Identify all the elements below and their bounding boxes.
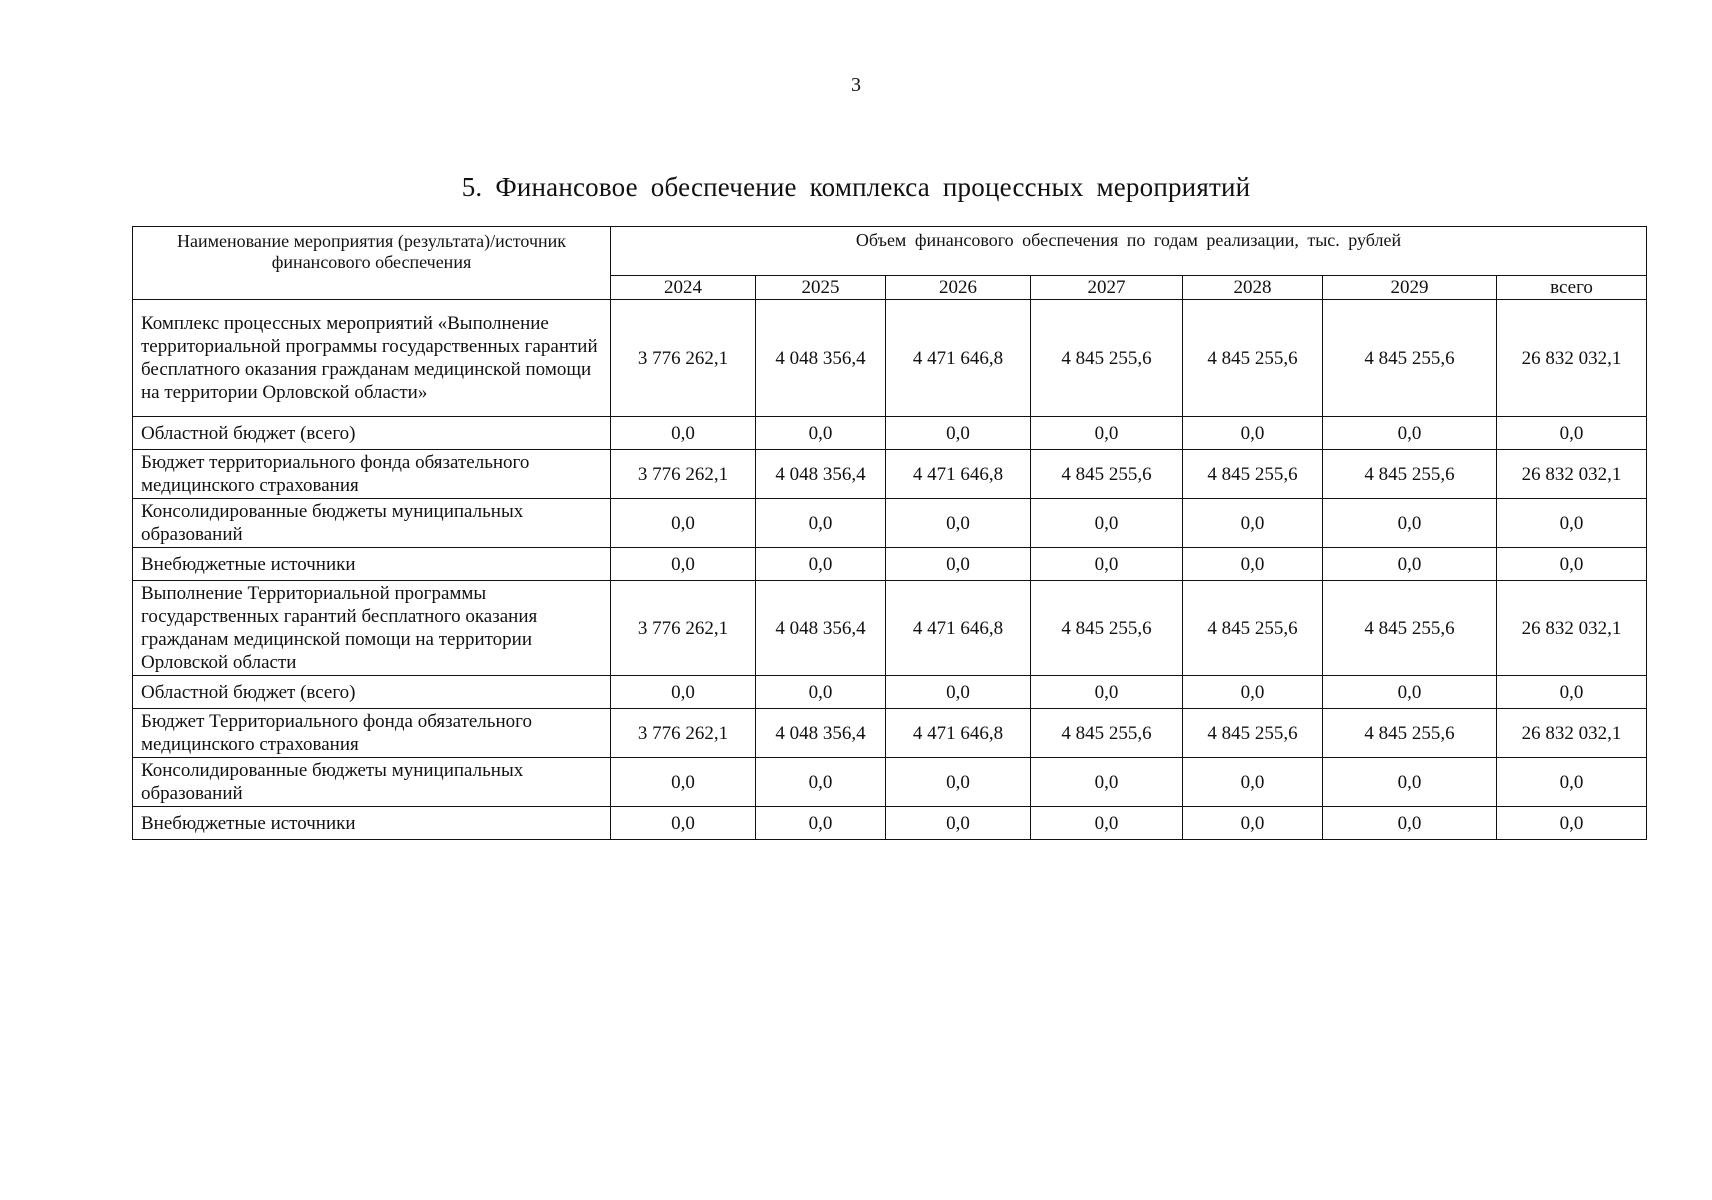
header-year-2024: 2024 — [611, 276, 756, 300]
value-cell: 4 845 255,6 — [1183, 450, 1323, 499]
value-cell: 0,0 — [886, 807, 1031, 840]
header-volume: Объем финансового обеспечения по годам реализации, тыс. рублей — [611, 227, 1647, 276]
table-row — [133, 676, 1647, 709]
value-cell: 4 845 255,6 — [1031, 581, 1183, 676]
table-row — [133, 548, 1647, 581]
value-cell: 3 776 262,1 — [611, 709, 756, 758]
row-name: Внебюджетные источники — [133, 807, 611, 840]
value-cell: 0,0 — [1497, 676, 1647, 709]
table-row — [133, 300, 1647, 417]
value-cell: 0,0 — [611, 499, 756, 548]
value-cell: 0,0 — [886, 758, 1031, 807]
value-cell: 0,0 — [756, 499, 886, 548]
value-cell: 0,0 — [1323, 676, 1497, 709]
value-cell: 0,0 — [886, 548, 1031, 581]
value-cell: 0,0 — [611, 807, 756, 840]
financing-table — [132, 226, 1647, 840]
value-cell: 4 048 356,4 — [756, 300, 886, 417]
header-year-2027: 2027 — [1031, 276, 1183, 300]
value-cell: 0,0 — [1497, 499, 1647, 548]
value-cell: 4 471 646,8 — [886, 709, 1031, 758]
page-number: 3 — [851, 74, 861, 96]
value-cell: 4 845 255,6 — [1183, 300, 1323, 417]
value-cell: 0,0 — [1323, 548, 1497, 581]
row-name: Областной бюджет (всего) — [133, 417, 611, 450]
table-row — [133, 450, 1647, 499]
value-cell: 4 845 255,6 — [1183, 581, 1323, 676]
value-cell: 0,0 — [1183, 548, 1323, 581]
header-year-2025: 2025 — [756, 276, 886, 300]
value-cell: 3 776 262,1 — [611, 450, 756, 499]
value-cell: 0,0 — [1183, 807, 1323, 840]
table-row — [133, 581, 1647, 676]
value-cell: 4 048 356,4 — [756, 709, 886, 758]
value-cell: 0,0 — [1031, 676, 1183, 709]
header-year-2026: 2026 — [886, 276, 1031, 300]
header-total: всего — [1497, 276, 1647, 300]
value-cell: 0,0 — [611, 676, 756, 709]
value-cell: 0,0 — [886, 499, 1031, 548]
row-name: Комплекс процессных мероприятий «Выполнение территориальной программы государственных гарантий бесплатного оказания гражданам медицинской помощи на территории Орловской области» — [133, 300, 611, 417]
value-cell: 4 845 255,6 — [1323, 450, 1497, 499]
value-cell: 0,0 — [886, 417, 1031, 450]
value-cell: 0,0 — [756, 417, 886, 450]
value-cell: 0,0 — [1031, 807, 1183, 840]
row-name: Бюджет Территориального фонда обязательного медицинского страхования — [133, 709, 611, 758]
value-cell: 3 776 262,1 — [611, 581, 756, 676]
value-cell: 4 845 255,6 — [1323, 709, 1497, 758]
row-name: Внебюджетные источники — [133, 548, 611, 581]
section-title: 5. Финансовое обеспечение комплекса процессных мероприятий — [461, 172, 1251, 202]
value-cell: 0,0 — [886, 676, 1031, 709]
value-cell: 0,0 — [611, 758, 756, 807]
value-cell: 0,0 — [1183, 417, 1323, 450]
table-row — [133, 807, 1647, 840]
header-year-2028: 2028 — [1183, 276, 1323, 300]
value-cell: 0,0 — [1031, 417, 1183, 450]
value-cell: 0,0 — [1497, 417, 1647, 450]
value-cell: 0,0 — [1031, 758, 1183, 807]
value-cell: 0,0 — [1183, 676, 1323, 709]
value-cell: 26 832 032,1 — [1497, 300, 1647, 417]
value-cell: 0,0 — [1497, 758, 1647, 807]
value-cell: 4 845 255,6 — [1031, 300, 1183, 417]
value-cell: 0,0 — [1031, 499, 1183, 548]
value-cell: 26 832 032,1 — [1497, 450, 1647, 499]
value-cell: 0,0 — [611, 417, 756, 450]
row-name: Консолидированные бюджеты муниципальных образований — [133, 758, 611, 807]
value-cell: 4 471 646,8 — [886, 300, 1031, 417]
value-cell: 0,0 — [611, 548, 756, 581]
row-name: Выполнение Территориальной программы государственных гарантий бесплатного оказания гражданам медицинской помощи на территории Орловской области — [133, 581, 611, 676]
value-cell: 0,0 — [1323, 417, 1497, 450]
value-cell: 0,0 — [1323, 758, 1497, 807]
value-cell: 0,0 — [756, 807, 886, 840]
value-cell: 4 471 646,8 — [886, 581, 1031, 676]
value-cell: 0,0 — [1183, 499, 1323, 548]
value-cell: 0,0 — [756, 758, 886, 807]
table-row — [133, 758, 1647, 807]
value-cell: 0,0 — [756, 676, 886, 709]
table-row — [133, 417, 1647, 450]
value-cell: 0,0 — [1497, 807, 1647, 840]
value-cell: 0,0 — [1497, 548, 1647, 581]
value-cell: 4 845 255,6 — [1323, 581, 1497, 676]
table-row — [133, 709, 1647, 758]
value-cell: 0,0 — [756, 548, 886, 581]
value-cell: 0,0 — [1031, 548, 1183, 581]
value-cell: 26 832 032,1 — [1497, 581, 1647, 676]
header-name: Наименование мероприятия (результата)/источник финансового обеспечения — [133, 227, 611, 300]
value-cell: 4 048 356,4 — [756, 581, 886, 676]
value-cell: 0,0 — [1323, 499, 1497, 548]
row-name: Областной бюджет (всего) — [133, 676, 611, 709]
table-row — [133, 499, 1647, 548]
value-cell: 26 832 032,1 — [1497, 709, 1647, 758]
row-name: Консолидированные бюджеты муниципальных образований — [133, 499, 611, 548]
value-cell: 4 845 255,6 — [1031, 450, 1183, 499]
value-cell: 4 048 356,4 — [756, 450, 886, 499]
value-cell: 0,0 — [1323, 807, 1497, 840]
value-cell: 4 845 255,6 — [1031, 709, 1183, 758]
value-cell: 4 471 646,8 — [886, 450, 1031, 499]
value-cell: 0,0 — [1183, 758, 1323, 807]
value-cell: 3 776 262,1 — [611, 300, 756, 417]
value-cell: 4 845 255,6 — [1323, 300, 1497, 417]
row-name: Бюджет территориального фонда обязательного медицинского страхования — [133, 450, 611, 499]
header-year-2029: 2029 — [1323, 276, 1497, 300]
value-cell: 4 845 255,6 — [1183, 709, 1323, 758]
